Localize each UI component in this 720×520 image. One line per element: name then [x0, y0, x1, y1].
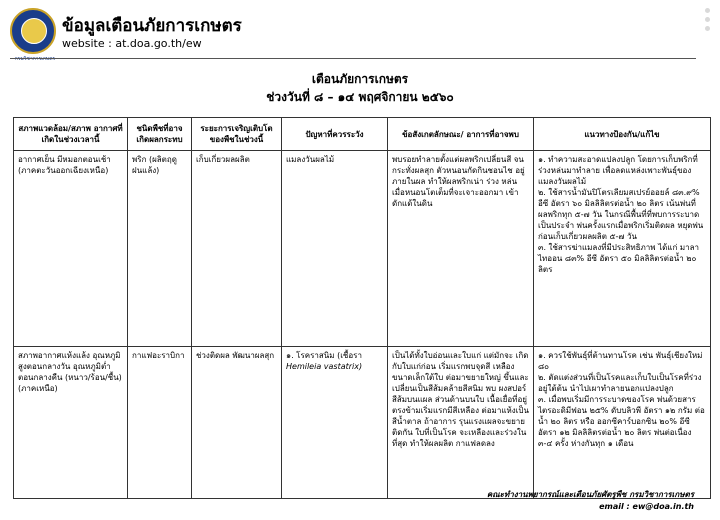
solutions-cell	[534, 347, 711, 499]
header-crop: ชนิดพืชที่อาจ เกิดผลกระทบ	[128, 118, 192, 151]
problem-cell	[282, 151, 388, 347]
symptoms-cell: เป็นได้ทั้งใบอ่อนและใบแก่ แต่มักจะ เกิดกับใบแก่ก่อน เริ่มแรกพบจุดสี เหลืองขนาดเล็กใต้ใบ ต่อมาขยายใหญ่ ขึ้นและเปลี่ยนเป็นสีส้มคล้ายสีสนิม พบ ผงสปอร์สีส้มบนแผล ส่วนด้านบนใบ เนื้อเยื่อที่อยู่ตรงข้ามเริ่มแรกมีสีเหลือง ต่อมาแห้งเป็นสีน้ำตาล ถ้าอาการ รุนแรงแผลจะขยายติดกัน ใบที่เป็นโรค จะเหลืองและร่วงในที่สุด ทำให้ผลผลิต กาแฟลดลง	[388, 347, 534, 499]
footer-email[interactable]: email : ew@doa.in.th	[599, 502, 694, 511]
header-website	[62, 37, 202, 50]
solution-item: ๒. ใช้สารน้ำมันปิโตรเลียมสเปรย์ออยล์ ๘๓.๙% อีซี อัตรา ๖๐ มิลลิลิตรต่อน้ำ ๒๐ ลิตร เน้นพ่นที่ ผลพริกทุก ๕-๗ วัน ในกรณีพื้นที่ที่พบการระบาด เป็นประจำ พ่นครั้งแรกเมื่อพริกเริ่มติดผล หยุดพ่น ก่อนเก็บเกี่ยวผลผลิต ๕-๗ วัน	[538, 188, 704, 241]
emblem-icon	[21, 18, 47, 44]
document-title: เตือนภัยการเกษตร	[311, 72, 409, 86]
header-title: ข้อมูลเตือนภัยการเกษตร	[62, 16, 242, 36]
table-header-row	[14, 118, 711, 151]
environment-cell: อากาศเย็น มีหมอกตอนเช้า (ภาคตะวันออกเฉียงเหนือ)	[14, 151, 128, 347]
logo-caption: กรมวิชาการเกษตร	[14, 56, 56, 62]
header-stage: ระยะการเจริญเติบโต ของพืชในช่วงนี้	[192, 118, 282, 151]
problem-cell	[282, 347, 388, 499]
solution-item: ๓. ใช้สารฆ่าแมลงที่มีประสิทธิภาพ ได้แก่ มาลาไทออน ๘๓% อีซี อัตรา ๕๐ มิลลิลิตรต่อน้ำ ๒๐ ลิตร	[538, 243, 699, 274]
stage-cell: ช่วงติดผล พัฒนาผลสุก	[192, 347, 282, 499]
crop-cell: พริก (ผลิตฤดูฝนแล้ง)	[128, 151, 192, 347]
stage-cell: เก็บเกี่ยวผลผลิต	[192, 151, 282, 347]
header-divider	[10, 58, 696, 59]
symptoms-cell: พบรอยทำลายตั้งแต่ผลพริกเปลี่ยนสี จนกระทั่งผลสุก ตัวหนอนกัดกินชอนไช อยู่ภายในผล ทำให้ผลพริกเน่า ร่วง หล่น เมื่อหนอนโตเต็มที่จะเจาะออกมา เข้าดักแด้ในดิน	[388, 151, 534, 347]
warning-table	[13, 117, 711, 499]
doa-logo	[10, 8, 56, 54]
solution-item: ๒. ตัดแต่งส่วนที่เป็นโรคและเก็บใบเป็นโรคที่ร่วง อยู่ใต้ต้น นำไปเผาทำลายนอกแปลงปลูก	[538, 373, 702, 393]
solution-item: ๑. ทำความสะอาดแปลงปลูก โดยการเก็บพริกที่ ร่วงหล่นมาทำลาย เพื่อลดแหล่งเพาะพันธุ์ของ แมลงวันผลไม้	[538, 155, 698, 186]
more-options-icon[interactable]	[700, 4, 714, 44]
solution-item: ๑. ควรใช้พันธุ์ที่ต้านทานโรค เช่น พันธุ์เชียงใหม่ ๘๐	[538, 351, 703, 371]
table-row	[14, 347, 711, 499]
website-link[interactable]: at.doa.go.th/ew	[115, 37, 202, 50]
environment-cell: สภาพอากาศแห้งแล้ง อุณหภูมิสูงตอนกลางวัน อุณหภูมิต่ำตอนกลางคืน (หนาว/ร้อน/ชื้น) (ภาคเหนือ)	[14, 347, 128, 499]
table-row	[14, 151, 711, 347]
solutions-cell	[534, 151, 711, 347]
header-problem: ปัญหาที่ควรระวัง	[282, 118, 388, 151]
website-label: website :	[62, 37, 112, 50]
header-solutions: แนวทางป้องกัน/แก้ไข	[534, 118, 711, 151]
crop-cell: กาแฟอะราบิกา	[128, 347, 192, 499]
problem-text: ๑. โรคราสนิม (เชื้อรา	[286, 351, 362, 360]
header-environment: สภาพแวดล้อม/สภาพ อากาศที่เกิดในช่วงเวลานี้	[14, 118, 128, 151]
document-period: ช่วงวันที่ ๘ – ๑๔ พฤศจิกายน ๒๕๖๐	[266, 90, 454, 104]
solution-item: ๓. เมื่อพบเริ่มมีการระบาดของโรค พ่นด้วยสาร ไตรอะดิมีฟอน ๒๕% ดับบลิวพี อัตรา ๑๒ กรัม ต่อน้ำ ๒๐ ลิตร หรือ ออกซีคาร์บอกซิน ๒๐% อีซี อัตรา ๑๒ มิลลิลิตรต่อน้ำ ๒๐ ลิตร พ่นต่อเนื่อง ๓-๔ ครั้ง ห่างกันทุก ๑ เดือน	[538, 395, 705, 448]
header-symptoms: ข้อสังเกตลักษณะ/ อาการที่อาจพบ	[388, 118, 534, 151]
problem-text: แมลงวันผลไม้	[286, 155, 335, 164]
footer-credit: คณะทำงานพยากรณ์และเตือนภัยศัตรูพืช กรมวิชาการเกษตร	[486, 490, 694, 499]
pathogen-name: Hemileia vastatrix)	[286, 362, 363, 371]
